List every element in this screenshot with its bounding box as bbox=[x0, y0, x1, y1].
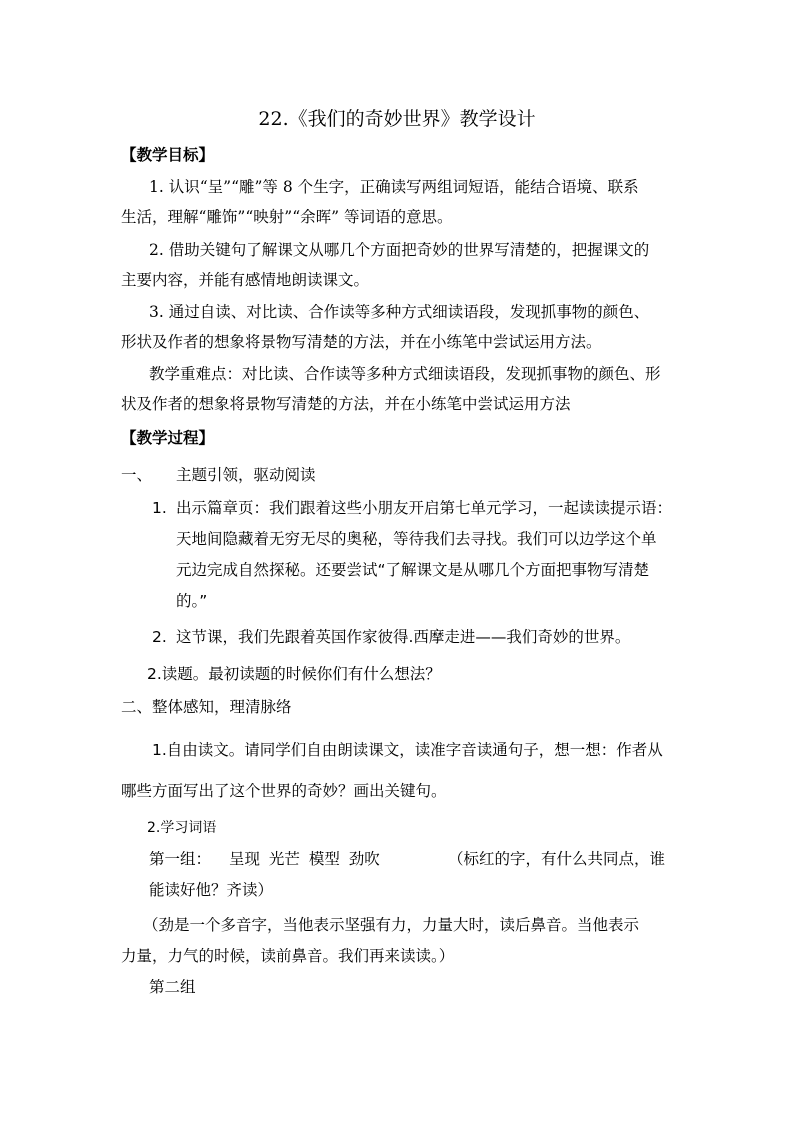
goals-heading: 【教学目标】 bbox=[121, 146, 215, 164]
key-points-line-2: 状及作者的想象将景物写清楚的方法，并在小练笔中尝试运用方法 bbox=[121, 395, 571, 413]
document-title: 22.《我们的奇妙世界》教学设计 bbox=[258, 108, 536, 130]
group-1-question-line-1: （标红的字，有什么共同点，谁 bbox=[448, 850, 666, 868]
section-1-item-1-line-1: 出示篇章页：我们跟着这些小朋友开启第七单元学习，一起读读提示语： bbox=[176, 499, 673, 517]
section-2-item-2-title: 2.学习词语 bbox=[147, 820, 217, 836]
section-2-title: 二、整体感知，理清脉络 bbox=[121, 698, 292, 716]
goal-2-line-2: 主要内容，并能有感情地朗读课文。 bbox=[121, 271, 370, 289]
section-1-item-2-number: 2. bbox=[152, 628, 167, 646]
group-2-label: 第二组 bbox=[149, 978, 196, 996]
process-heading: 【教学过程】 bbox=[121, 429, 215, 447]
section-1-item-2-text: 这节课，我们先跟着英国作家彼得.西摩走进——我们奇妙的世界。 bbox=[176, 628, 631, 646]
group-1-question-line-2: 能读好他？齐读） bbox=[149, 881, 274, 899]
goal-3-line-2: 形状及作者的想象将景物写清楚的方法，并在小练笔中尝试运用方法。 bbox=[121, 333, 602, 351]
section-1-item-3-text: 2.读题。最初读题的时候你们有什么想法？ bbox=[147, 665, 441, 683]
section-2-item-1-line-1: 1.自由读文。请同学们自由朗读课文，读准字音读通句子，想一想：作者从 bbox=[152, 741, 663, 759]
section-1-item-1-line-3: 元边完成自然探秘。还要尝试“了解课文是从哪几个方面把事物写清楚 bbox=[176, 561, 650, 579]
key-points-line-1: 教学重难点：对比读、合作读等多种方式细读语段，发现抓事物的颜色、形 bbox=[149, 365, 661, 383]
section-1-item-1-number: 1. bbox=[152, 499, 167, 517]
note-line-2: 力量，力气的时候，读前鼻音。我们再来读读。） bbox=[121, 947, 455, 965]
goal-3-line-1: 3. 通过自读、对比读、合作读等多种方式细读语段，发现抓事物的颜色、 bbox=[149, 303, 650, 321]
group-1-words: 呈现 光芒 模型 劲吹 bbox=[229, 850, 380, 868]
section-2-item-1-line-2: 哪些方面写出了这个世界的奇妙？画出关键句。 bbox=[121, 782, 447, 800]
section-1-item-1-line-2: 天地间隐藏着无穷无尽的奥秘，等待我们去寻找。我们可以边学这个单 bbox=[176, 530, 657, 548]
group-1-label: 第一组： bbox=[149, 850, 212, 868]
section-1-item-1-line-4: 的。” bbox=[176, 592, 208, 610]
goal-1-line-2: 生活，理解“雕饰”“映射”“余晖” 等词语的意思。 bbox=[121, 208, 453, 226]
section-1-number: 一、 bbox=[121, 466, 153, 484]
goal-2-line-1: 2. 借助关键句了解课文从哪几个方面把奇妙的世界写清楚的，把握课文的 bbox=[149, 241, 650, 259]
section-1-title: 主题引领，驱动阅读 bbox=[176, 466, 316, 484]
note-line-1: （劲是一个多音字，当他表示坚强有力，力量大时，读后鼻音。当他表示 bbox=[143, 916, 640, 934]
goal-1-line-1: 1. 认识“呈”“雕”等 8 个生字，正确读写两组词短语，能结合语境、联系 bbox=[149, 178, 639, 196]
